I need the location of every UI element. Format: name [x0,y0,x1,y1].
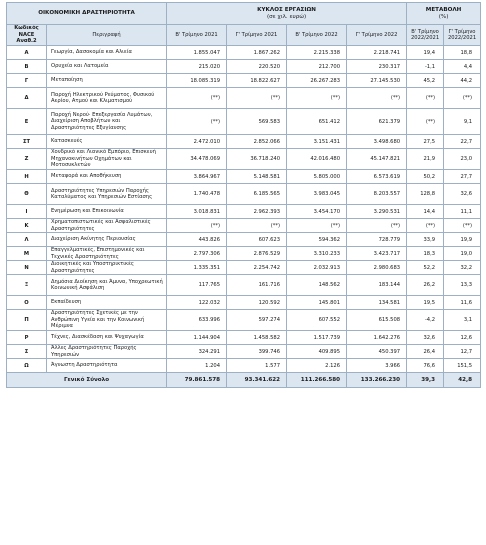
row-code: Λ [7,233,47,247]
row-code: Π [7,310,47,331]
row-q3-2021-value: 569.583 [227,109,287,135]
row-q2-change: 26,4 [407,345,444,359]
row-q3-2022-value: 3.966 [347,359,407,373]
row-description: Μεταποίηση [47,74,167,88]
row-q2-2021-value: 18.085.319 [167,74,227,88]
row-code: Ρ [7,331,47,345]
row-q3-2022-value: 3.290.531 [347,205,407,219]
table-body [7,46,481,388]
row-q3-change: 11,1 [444,205,481,219]
row-q2-2021-value: 3.864.967 [167,170,227,184]
total-label: Γενικό Σύνολο [7,373,167,388]
row-code: Η [7,170,47,184]
row-q3-2022-value: 2.980.683 [347,261,407,275]
row-q2-2022-value: 3.310.233 [287,247,347,261]
total-q3-2022-value: 133.266.230 [347,373,407,388]
row-q2-2021-value: 2.797.306 [167,247,227,261]
row-q3-change: 4,4 [444,60,481,74]
row-q2-2021-value: 1.204 [167,359,227,373]
total-row [7,373,481,388]
table-row [7,233,481,247]
row-q2-change: 18,3 [407,247,444,261]
total-q3-change: 42,8 [444,373,481,388]
row-q3-2021-value: 2.254.742 [227,261,287,275]
q2-2022-column-header: Β' Τρίμηνο 2022 [287,25,347,46]
row-q3-change: 11,6 [444,296,481,310]
row-description: Άλλες Δραστηριότητες Παροχής Υπηρεσιών [47,345,167,359]
row-q2-change: -1,1 [407,60,444,74]
row-q3-2022-value: 1.642.276 [347,331,407,345]
row-q3-2021-value: 1.458.582 [227,331,287,345]
table-row [7,170,481,184]
row-q2-2021-value: 117.765 [167,275,227,296]
row-q2-change: 27,5 [407,135,444,149]
q3-2021-column-header: Γ' Τρίμηνο 2021 [227,25,287,46]
change-header [407,3,481,25]
table-row [7,135,481,149]
row-q3-2021-value: (**) [227,88,287,109]
row-q3-2022-value: 621.379 [347,109,407,135]
row-q3-change: 32,6 [444,184,481,205]
row-q2-2022-value: 2.032.913 [287,261,347,275]
row-q3-2021-value: 2.852.066 [227,135,287,149]
row-code: Δ [7,88,47,109]
row-q3-change: 9,1 [444,109,481,135]
row-q3-2022-value: 615.508 [347,310,407,331]
row-description: Άγνωστη Δραστηριότητα [47,359,167,373]
q3-change-column-header: Γ' Τρίμηνο 2022/2021 [444,25,481,46]
table-row [7,296,481,310]
row-q3-2022-value: 2.218.741 [347,46,407,60]
row-q2-2022-value: 3.454.170 [287,205,347,219]
row-q3-change: 19,0 [444,247,481,261]
row-q3-2021-value: 1.577 [227,359,287,373]
row-q3-change: 27,7 [444,170,481,184]
row-q3-change: 23,0 [444,149,481,170]
row-q2-2021-value: 443.826 [167,233,227,247]
row-description: Ορυχεία και Λατομεία [47,60,167,74]
row-q3-change: 44,2 [444,74,481,88]
table-row [7,74,481,88]
row-description: Παροχή Νερού· Επεξεργασία Λυμάτων, Διαχείριση Αποβλήτων και Δραστηριότητες Εξυγίανσης [47,109,167,135]
table-row [7,184,481,205]
row-q2-2022-value: 607.552 [287,310,347,331]
row-q2-change: (**) [407,88,444,109]
row-q3-2021-value: 597.274 [227,310,287,331]
row-code: Σ [7,345,47,359]
row-q3-2021-value: 1.867.262 [227,46,287,60]
row-description: Διοικητικές και Υποστηρικτικές Δραστηριότητες [47,261,167,275]
row-q3-2022-value: 450.397 [347,345,407,359]
total-q3-2021-value: 93.341.622 [227,373,287,388]
row-q3-2021-value: 18.822.627 [227,74,287,88]
row-q3-2021-value: 220.520 [227,60,287,74]
row-code: Ο [7,296,47,310]
code-column-header: Κωδικός NACE Αναθ.2 [7,25,47,46]
row-code: Α [7,46,47,60]
row-q2-change: 19,4 [407,46,444,60]
row-q2-2021-value: 34.478.069 [167,149,227,170]
row-q3-change: (**) [444,88,481,109]
row-q3-2022-value: (**) [347,219,407,233]
row-q2-2022-value: 3.983.045 [287,184,347,205]
row-q2-change: 26,2 [407,275,444,296]
table-row [7,219,481,233]
row-q2-change: 76,6 [407,359,444,373]
row-code: Β [7,60,47,74]
change-title: ΜΕΤΑΒΟΛΗ [425,7,462,13]
row-code: Ξ [7,275,47,296]
row-q3-2022-value: 134.581 [347,296,407,310]
row-code: Κ [7,219,47,233]
row-description: Χρηματοπιστωτικές και Ασφαλιστικές Δραστηριότητες [47,219,167,233]
row-q2-change: 50,2 [407,170,444,184]
row-description: Δημόσια Διοίκηση και Άμυνα, Υποχρεωτική Κοινωνική Ασφάλιση [47,275,167,296]
row-description: Χονδρικό και Λιανικό Εμπόριο, Επισκευή Μηχανοκινήτων Οχημάτων και Μοτοσυκλετών [47,149,167,170]
row-q3-change: 32,2 [444,261,481,275]
row-q2-2022-value: 3.151.431 [287,135,347,149]
row-description: Διαχείριση Ακίνητης Περιουσίας [47,233,167,247]
table-row [7,359,481,373]
turnover-header [167,3,407,25]
row-description: Δραστηριότητες Σχετικές με την Ανθρώπινη Υγεία και την Κοινωνική Μέριμνα [47,310,167,331]
row-q2-2022-value: 2.126 [287,359,347,373]
row-q3-2022-value: 183.144 [347,275,407,296]
total-q2-2022-value: 111.266.580 [287,373,347,388]
row-q3-2022-value: 6.573.619 [347,170,407,184]
row-description: Επαγγελματικές, Επιστημονικές και Τεχνικές Δραστηριότητες [47,247,167,261]
q3-2022-column-header: Γ' Τρίμηνο 2022 [347,25,407,46]
row-q3-2022-value: 728.779 [347,233,407,247]
table-row [7,205,481,219]
row-q3-2021-value: 2.962.393 [227,205,287,219]
row-q2-change: 33,9 [407,233,444,247]
row-q2-2022-value: 651.412 [287,109,347,135]
row-code: ΣΤ [7,135,47,149]
header-row-2 [7,25,481,46]
row-code: Γ [7,74,47,88]
table-row [7,310,481,331]
row-description: Γεωργία, Δασοκομία και Αλιεία [47,46,167,60]
row-q3-2021-value: 5.148.581 [227,170,287,184]
row-q3-2022-value: 3.423.717 [347,247,407,261]
row-q3-change: 13,3 [444,275,481,296]
row-description: Ενημέρωση και Επικοινωνία [47,205,167,219]
row-code: Ζ [7,149,47,170]
row-q2-change: 128,8 [407,184,444,205]
table-row [7,109,481,135]
description-column-header: Περιγραφή [47,25,167,46]
table-row [7,60,481,74]
table-row [7,261,481,275]
row-q2-2022-value: 145.801 [287,296,347,310]
row-q2-2022-value: 148.562 [287,275,347,296]
row-q2-2022-value: (**) [287,88,347,109]
row-q3-2021-value: 2.876.529 [227,247,287,261]
row-description: Μεταφορά και Αποθήκευση [47,170,167,184]
row-q2-2022-value: 2.215.338 [287,46,347,60]
row-code: Ι [7,205,47,219]
table-row [7,275,481,296]
row-q2-2022-value: 1.517.739 [287,331,347,345]
row-q2-2021-value: 122.032 [167,296,227,310]
row-q3-2021-value: 6.185.565 [227,184,287,205]
row-q3-2021-value: (**) [227,219,287,233]
row-q2-2022-value: 594.362 [287,233,347,247]
q2-change-column-header: Β' Τρίμηνο 2022/2021 [407,25,444,46]
row-description: Παροχή Ηλεκτρικού Ρεύματος, Φυσικού Αερίου, Ατμού και Κλιματισμού [47,88,167,109]
row-code: Ν [7,261,47,275]
row-q2-change: 21,9 [407,149,444,170]
turnover-table [6,2,481,388]
turnover-title: ΚΥΚΛΟΣ ΕΡΓΑΣΙΩΝ [257,7,316,13]
row-code: Μ [7,247,47,261]
row-q2-2021-value: 324.291 [167,345,227,359]
row-q2-change: -4,2 [407,310,444,331]
row-q2-2021-value: (**) [167,109,227,135]
row-q2-2021-value: 1.144.904 [167,331,227,345]
row-q3-2022-value: 45.147.821 [347,149,407,170]
row-q3-2021-value: 399.746 [227,345,287,359]
turnover-table-container [6,2,480,388]
row-q2-2021-value: 1.335.351 [167,261,227,275]
table-row [7,331,481,345]
row-q3-2022-value: 27.145.530 [347,74,407,88]
row-q3-2022-value: 3.498.680 [347,135,407,149]
row-q3-2021-value: 120.592 [227,296,287,310]
row-q2-change: 19,5 [407,296,444,310]
row-q2-change: 45,2 [407,74,444,88]
row-q3-2021-value: 161.716 [227,275,287,296]
row-q3-2022-value: 8.203.557 [347,184,407,205]
row-q2-change: 32,6 [407,331,444,345]
row-q2-2022-value: 409.895 [287,345,347,359]
row-q3-2022-value: 230.317 [347,60,407,74]
table-row [7,345,481,359]
table-row [7,46,481,60]
q2-2021-column-header: Β' Τρίμηνο 2021 [167,25,227,46]
row-description: Τέχνες, Διασκέδαση και Ψυχαγωγία [47,331,167,345]
row-q3-change: 3,1 [444,310,481,331]
row-q3-change: 151,5 [444,359,481,373]
row-q2-2021-value: 633.996 [167,310,227,331]
table-row [7,88,481,109]
table-row [7,149,481,170]
row-q3-change: 19,9 [444,233,481,247]
row-q2-change: (**) [407,219,444,233]
row-q3-change: 22,7 [444,135,481,149]
row-description: Εκπαίδευση [47,296,167,310]
row-q3-change: 12,7 [444,345,481,359]
row-description: Δραστηριότητες Υπηρεσιών Παροχής Καταλύματος και Υπηρεσιών Εστίασης [47,184,167,205]
row-q2-2021-value: 3.018.831 [167,205,227,219]
row-q2-2022-value: 212.700 [287,60,347,74]
table-row [7,247,481,261]
row-q3-change: 18,8 [444,46,481,60]
row-q3-change: (**) [444,219,481,233]
turnover-unit: (σε χιλ. ευρώ) [266,13,307,20]
row-q2-2021-value: 1.855.047 [167,46,227,60]
row-code: Ε [7,109,47,135]
activity-header: ΟΙΚΟΝΟΜΙΚΗ ΔΡΑΣΤΗΡΙΟΤΗΤΑ [7,3,167,25]
row-q3-change: 12,6 [444,331,481,345]
row-q2-2022-value: 42.016.480 [287,149,347,170]
row-q2-change: 14,4 [407,205,444,219]
header-row-1 [7,3,481,25]
row-q3-2021-value: 36.718.240 [227,149,287,170]
row-q2-change: 52,2 [407,261,444,275]
row-q2-2021-value: 215.020 [167,60,227,74]
row-q3-2021-value: 607.623 [227,233,287,247]
change-unit: (%) [438,13,449,20]
total-q2-2021-value: 79.861.578 [167,373,227,388]
row-q2-2021-value: (**) [167,219,227,233]
row-description: Κατασκευές [47,135,167,149]
row-q2-2021-value: 2.472.010 [167,135,227,149]
row-code: Ω [7,359,47,373]
row-q2-2022-value: 26.267.283 [287,74,347,88]
row-code: Θ [7,184,47,205]
row-q2-2022-value: 5.805.000 [287,170,347,184]
row-q2-2021-value: 1.740.478 [167,184,227,205]
row-q2-2022-value: (**) [287,219,347,233]
row-q3-2022-value: (**) [347,88,407,109]
row-q2-change: (**) [407,109,444,135]
row-q2-2021-value: (**) [167,88,227,109]
total-q2-change: 39,3 [407,373,444,388]
